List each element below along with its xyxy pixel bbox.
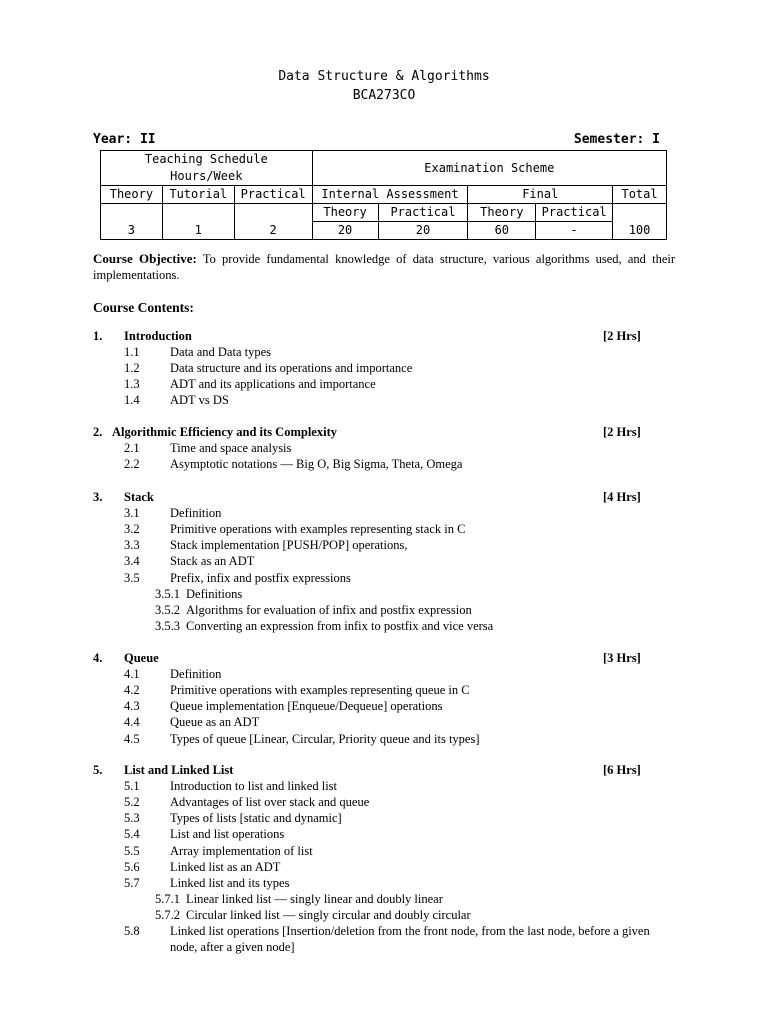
course-objective (93, 251, 675, 283)
section-number: 4.4 (124, 715, 140, 730)
final-practical-value: - (536, 222, 613, 240)
section-text: Queue implementation [Enqueue/Dequeue] operations (170, 699, 443, 714)
year-label: Year: II (93, 132, 156, 147)
section-number: 5.1 (124, 779, 140, 794)
objective-text: To provide fundamental knowledge of data structure, various algorithms used, and their implementations. (93, 252, 676, 282)
section-number: 5.6 (124, 859, 140, 874)
section-text: Time and space analysis (170, 441, 292, 456)
section-number: 3.1 (124, 506, 140, 521)
subsection-number: 3.5.1 (155, 586, 180, 601)
chapter-hours: [2 Hrs] (603, 329, 641, 343)
internal-assessment-header: Internal Assessment (312, 186, 468, 204)
section-number: 5.2 (124, 795, 140, 810)
section-text: Data and Data types (170, 345, 272, 360)
section-text: Prefix, infix and postfix expressions (170, 570, 351, 585)
section-text: Array implementation of list (170, 843, 313, 858)
semester-label: Semester: I (573, 132, 660, 147)
section-text: Introduction to list and linked list (170, 779, 337, 794)
objective-label: Course Objective: (93, 251, 197, 266)
subsection-text: Definitions (186, 586, 243, 601)
section-number: 1.1 (124, 345, 140, 360)
final-practical-header: Practical (536, 204, 613, 222)
section-text: node, after a given node] (170, 940, 295, 955)
section-number: 5.4 (124, 827, 140, 842)
section-text: Types of queue [Linear, Circular, Priority queue and its types] (170, 731, 480, 746)
section-number: 4.5 (124, 731, 140, 746)
section-number: 3.3 (124, 538, 140, 553)
total-header: Total (613, 186, 667, 204)
section-number: 2.1 (124, 441, 140, 456)
schedule-table (100, 150, 667, 240)
section-text: Stack as an ADT (170, 554, 255, 569)
section-text: Linked list and its types (170, 875, 290, 890)
course-contents-heading: Course Contents: (93, 300, 194, 315)
total-marks-value: 100 (613, 204, 667, 240)
chapter-title: List and Linked List (124, 763, 234, 777)
section-number: 1.2 (124, 361, 140, 376)
section-text: Primitive operations with examples representing queue in C (170, 683, 470, 698)
section-text: Advantages of list over stack and queue (170, 795, 370, 810)
section-text: Types of lists [static and dynamic] (170, 811, 342, 826)
chapter-number: 3. (93, 490, 103, 504)
subsection-text: Linear linked list — singly linear and doubly linear (186, 891, 443, 906)
ia-practical-header: Practical (378, 204, 468, 222)
subsection-number: 5.7.1 (155, 891, 180, 906)
section-number: 4.2 (124, 683, 140, 698)
chapter-title: Algorithmic Efficiency and its Complexity (112, 425, 337, 439)
chapter-title: Queue (124, 651, 159, 665)
section-text: Queue as an ADT (170, 715, 260, 730)
section-number: 5.8 (124, 924, 140, 938)
section-text: Primitive operations with examples representing stack in C (170, 522, 466, 537)
section-number: 3.5 (124, 570, 140, 585)
final-theory-value: 60 (468, 222, 536, 240)
subsection-text: Converting an expression from infix to postfix and vice versa (186, 618, 494, 633)
section-text: Definition (170, 506, 222, 521)
theory-header: Theory (101, 186, 163, 204)
section-number: 3.2 (124, 522, 140, 537)
chapter-number: 5. (93, 763, 103, 777)
subsection-text: Algorithms for evaluation of infix and postfix expression (186, 602, 472, 617)
section-number: 5.5 (124, 843, 140, 858)
section-number: 2.2 (124, 457, 140, 472)
course-title: Data Structure & Algorithms (278, 69, 490, 84)
exam-scheme-header: Examination Scheme (312, 151, 666, 186)
ia-theory-value: 20 (312, 222, 378, 240)
section-number: 1.4 (124, 393, 140, 408)
section-text: Asymptotic notations — Big O, Big Sigma, Theta, Omega (170, 457, 463, 472)
chapter-number: 4. (93, 651, 103, 665)
chapter-hours: [2 Hrs] (603, 425, 641, 439)
section-text: Linked list operations [Insertion/deletion from the front node, from the last node, before a given (170, 924, 650, 938)
hours-week-header: Hours/Week (101, 168, 313, 186)
subsection-number: 5.7.2 (155, 907, 180, 922)
section-text: Definition (170, 667, 222, 682)
section-text: ADT and its applications and importance (170, 377, 376, 392)
section-number: 3.4 (124, 554, 140, 569)
subsection-number: 3.5.3 (155, 618, 180, 633)
tutorial-hours-value: 1 (162, 204, 234, 240)
section-number: 4.3 (124, 699, 140, 714)
section-number: 4.1 (124, 667, 140, 682)
practical-hours-value: 2 (234, 204, 312, 240)
section-number: 1.3 (124, 377, 140, 392)
chapter-title: Stack (124, 490, 154, 504)
practical-header: Practical (234, 186, 312, 204)
chapter-number: 1. (93, 329, 103, 343)
chapter-hours: [3 Hrs] (603, 651, 641, 665)
chapter-number: 2. (93, 425, 103, 439)
final-header: Final (468, 186, 613, 204)
chapter-title: Introduction (124, 329, 192, 343)
section-text: Data structure and its operations and importance (170, 361, 413, 376)
teaching-schedule-header: Teaching Schedule (101, 151, 313, 169)
section-text: Linked list as an ADT (170, 859, 281, 874)
ia-theory-header: Theory (312, 204, 378, 222)
course-code: BCA273CO (352, 88, 416, 103)
section-text: List and list operations (170, 827, 285, 842)
ia-practical-value: 20 (378, 222, 468, 240)
section-number: 5.3 (124, 811, 140, 826)
final-theory-header: Theory (468, 204, 536, 222)
section-number: 5.7 (124, 875, 140, 890)
subsection-text: Circular linked list — singly circular and doubly circular (186, 907, 471, 922)
subsection-number: 3.5.2 (155, 602, 180, 617)
section-text: Stack implementation [PUSH/POP] operations, (170, 538, 408, 553)
tutorial-header: Tutorial (162, 186, 234, 204)
chapter-hours: [4 Hrs] (603, 490, 641, 504)
chapter-hours: [6 Hrs] (603, 763, 641, 777)
theory-hours-value: 3 (101, 204, 163, 240)
section-text: ADT vs DS (170, 393, 229, 408)
